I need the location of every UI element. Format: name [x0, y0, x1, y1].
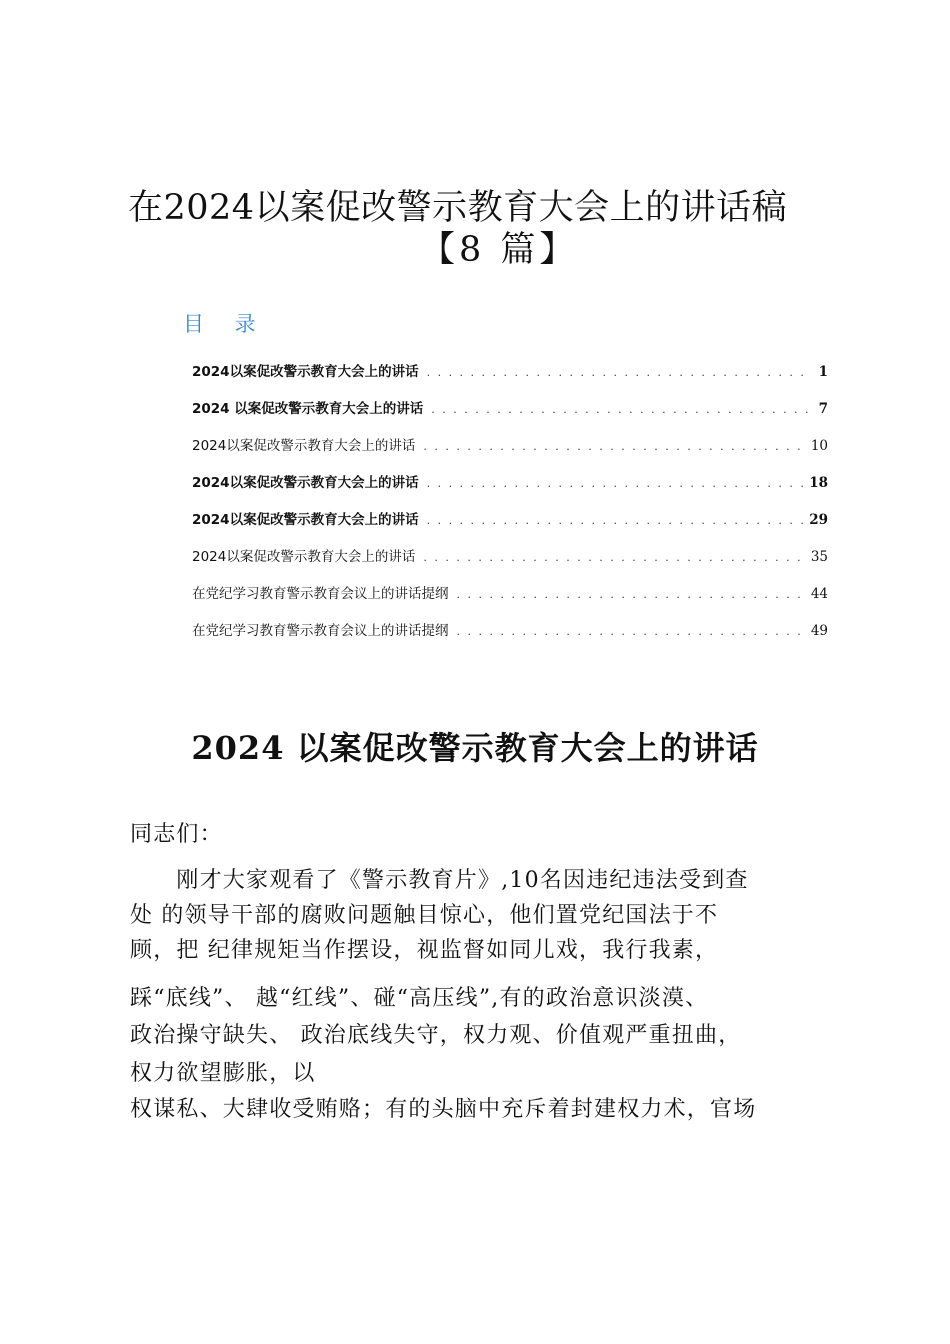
toc-item[interactable] [192, 360, 828, 397]
table-of-contents [192, 360, 828, 656]
body-line: 政治操守缺失、 政治底线失守，权力观、价值观严重扭曲， [130, 1023, 742, 1048]
toc-dot-leader [427, 509, 806, 533]
toc-dot-leader [431, 398, 812, 422]
toc-item-label: 在党纪学习教育警示教育会议上的讲话提纲 [192, 623, 449, 639]
toc-item-page: 18 [809, 475, 828, 491]
toc-dot-leader [457, 620, 807, 644]
toc-item-label: 2024 以案促改警示教育大会上的讲话 [192, 401, 424, 417]
toc-item-label: 2024以案促改警示教育大会上的讲话 [192, 438, 416, 454]
body-line: 权谋私、大肆收受贿赂；有的头脑中充斥着封建权力术，官场 [130, 1097, 757, 1122]
toc-dot-leader [427, 361, 812, 385]
toc-item-page: 35 [810, 549, 828, 565]
body-line: 权力欲望膨胀，以 [130, 1061, 316, 1086]
toc-item-label: 2024以案促改警示教育大会上的讲话 [192, 364, 419, 380]
toc-dot-leader [423, 435, 806, 459]
toc-item-label: 2024以案促改警示教育大会上的讲话 [192, 512, 419, 528]
toc-item-page: 10 [810, 438, 828, 454]
toc-item-page: 1 [818, 364, 828, 380]
toc-item-page: 44 [810, 586, 828, 602]
document-title-line1: 在2024以案促改警示教育大会上的讲话稿 [128, 188, 788, 228]
toc-item[interactable] [192, 434, 828, 471]
toc-item[interactable] [192, 508, 828, 545]
toc-item-page: 29 [809, 512, 828, 528]
body-line: 处 的领导干部的腐败问题触目惊心，他们置党纪国法于不 [130, 903, 719, 928]
toc-item-page: 49 [810, 623, 828, 639]
toc-dot-leader [427, 472, 806, 496]
body-line: 顾，把 纪律规矩当作摆设，视监督如同儿戏，我行我素， [130, 938, 719, 963]
toc-item[interactable] [192, 582, 828, 619]
article-salutation: 同志们： [130, 822, 223, 847]
article-title: 2024 以案促改警示教育大会上的讲话 [191, 729, 759, 767]
toc-item-label: 在党纪学习教育警示教育会议上的讲话提纲 [192, 586, 449, 602]
toc-dot-leader [457, 583, 807, 607]
toc-item[interactable] [192, 545, 828, 582]
toc-item-page: 7 [818, 401, 828, 417]
body-line: 踩“底线”、 越“红线”、碰“高压线”,有的政治意识淡漠、 [130, 986, 709, 1011]
toc-item[interactable] [192, 619, 828, 656]
toc-heading: 目 录 [183, 312, 268, 336]
toc-dot-leader [423, 546, 806, 570]
toc-item-label: 2024以案促改警示教育大会上的讲话 [192, 549, 416, 565]
document-title-line2: 【8 篇】 [420, 230, 579, 270]
toc-item[interactable] [192, 471, 828, 508]
body-line: 刚才大家观看了《警示教育片》,10名因违纪违法受到查 [130, 868, 749, 893]
toc-item-label: 2024以案促改警示教育大会上的讲话 [192, 475, 419, 491]
toc-item[interactable] [192, 397, 828, 434]
